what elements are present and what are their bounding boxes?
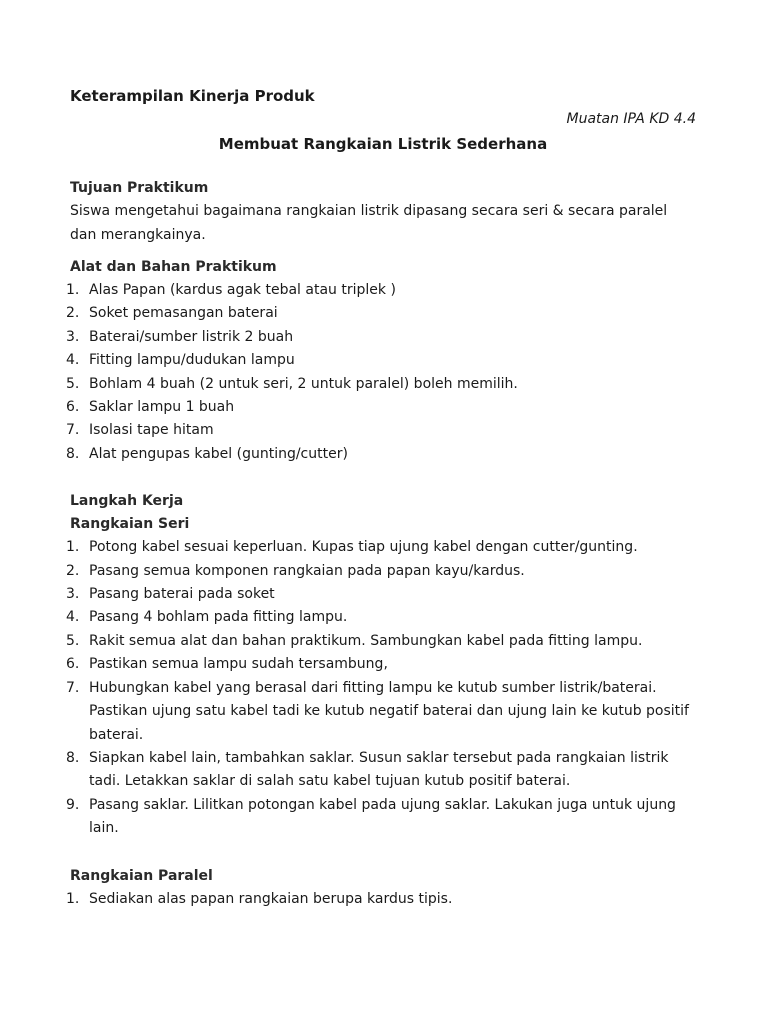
- list-item: 3. Pasang baterai pada soket: [66, 586, 275, 603]
- list-item: 1. Potong kabel sesuai keperluan. Kupas tiap ujung kabel dengan cutter/gunting.: [66, 539, 638, 556]
- list-item: 4. Pasang 4 bohlam pada fitting lampu.: [66, 609, 348, 626]
- list-item: 2. Pasang semua komponen rangkaian pada papan kayu/kardus.: [66, 562, 525, 579]
- list-item: 7. Isolasi tape hitam: [66, 422, 214, 439]
- rangkaian-paralel-heading: Rangkaian Paralel: [70, 867, 213, 884]
- list-item: 1. Alas Papan (kardus agak tebal atau triplek ): [66, 282, 396, 298]
- list-item: 6. Pastikan semua lampu sudah tersambung,: [66, 656, 388, 673]
- alat-bahan-heading: Alat dan Bahan Praktikum: [70, 259, 277, 275]
- langkah-kerja-section: [66, 490, 696, 911]
- tujuan-section: [70, 177, 696, 247]
- list-item: 2. Soket pemasangan baterai: [66, 305, 278, 322]
- tujuan-text: Siswa mengetahui bagaimana rangkaian listrik dipasang secara seri & secara paralel dan merangkainya.: [70, 203, 668, 243]
- document-header-title: Keterampilan Kinerja Produk: [70, 87, 315, 105]
- list-item: 1. Sediakan alas papan rangkaian berupa kardus tipis.: [66, 890, 453, 907]
- list-item: 5. Bohlam 4 buah (2 untuk seri, 2 untuk paralel) boleh memilih.: [66, 375, 518, 392]
- alat-bahan-list: [66, 279, 696, 466]
- subject-label: Muatan IPA KD 4.4: [566, 111, 696, 127]
- list-item: 8. Siapkan kabel lain, tambahkan saklar. Susun saklar tersebut pada rangkaian listrik tadi. Letakkan saklar di salah satu kabel tujuan kutub positif baterai.: [66, 749, 669, 790]
- rangkaian-seri-list: [66, 536, 696, 840]
- list-item: 4. Fitting lampu/dudukan lampu: [66, 352, 295, 369]
- list-item: 8. Alat pengupas kabel (gunting/cutter): [66, 445, 348, 462]
- rangkaian-paralel-list: [66, 888, 696, 911]
- list-item: 5. Rakit semua alat dan bahan praktikum. Sambungkan kabel pada fitting lampu.: [66, 632, 643, 649]
- list-item: 7. Hubungkan kabel yang berasal dari fitting lampu ke kutub sumber listrik/baterai. Pastikan ujung satu kabel tadi ke kutub negatif baterai dan ujung lain ke kutub positif baterai.: [66, 679, 689, 743]
- list-item: 9. Pasang saklar. Lilitkan potongan kabel pada ujung saklar. Lakukan juga untuk ujung lain.: [66, 796, 676, 837]
- list-item: 3. Baterai/sumber listrik 2 buah: [66, 328, 294, 345]
- rangkaian-seri-heading: Rangkaian Seri: [70, 516, 190, 533]
- tujuan-heading: Tujuan Praktikum: [70, 180, 209, 196]
- alat-bahan-section: [66, 256, 696, 466]
- list-item: 6. Saklar lampu 1 buah: [66, 399, 235, 416]
- main-title: Membuat Rangkaian Listrik Sederhana: [218, 135, 548, 153]
- langkah-kerja-heading: Langkah Kerja: [70, 493, 184, 510]
